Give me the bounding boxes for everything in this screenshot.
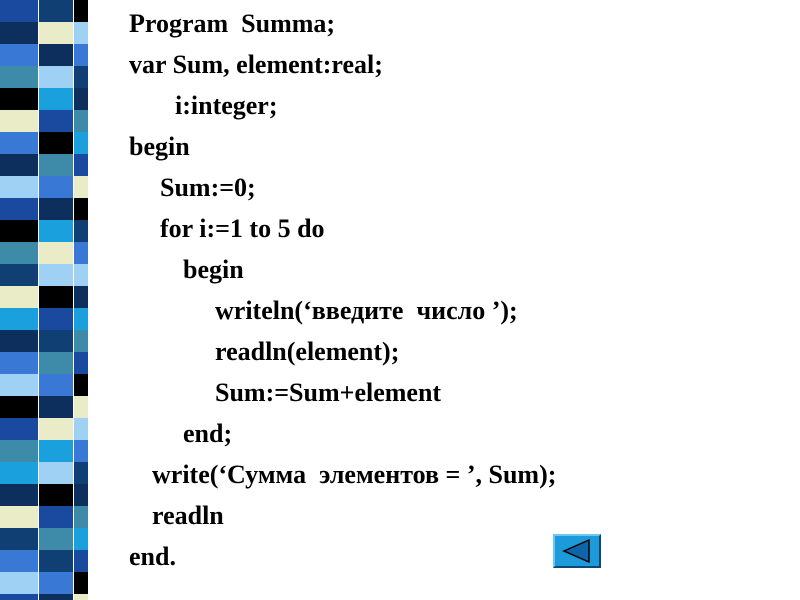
code-line: begin	[183, 255, 244, 284]
code-line: begin	[129, 132, 190, 161]
code-line: for i:=1 to 5 do	[160, 214, 325, 243]
code-line: end;	[183, 419, 233, 448]
code-line: end.	[129, 542, 176, 571]
code-line: i:integer;	[175, 91, 278, 120]
code-line: var Sum, element:real;	[129, 50, 383, 79]
code-line: Sum:=0;	[160, 173, 256, 202]
code-line: readln	[152, 501, 224, 530]
code-line: Program Summa;	[129, 9, 336, 38]
back-button[interactable]	[553, 534, 601, 568]
code-line: write(‘Сумма элементов = ’, Sum);	[152, 460, 557, 489]
code-line: Sum:=Sum+element	[215, 378, 442, 407]
triangle-left-icon	[555, 536, 599, 566]
code-line: writeln(‘введите число ’);	[215, 296, 518, 325]
code-line: readln(element);	[215, 337, 400, 366]
